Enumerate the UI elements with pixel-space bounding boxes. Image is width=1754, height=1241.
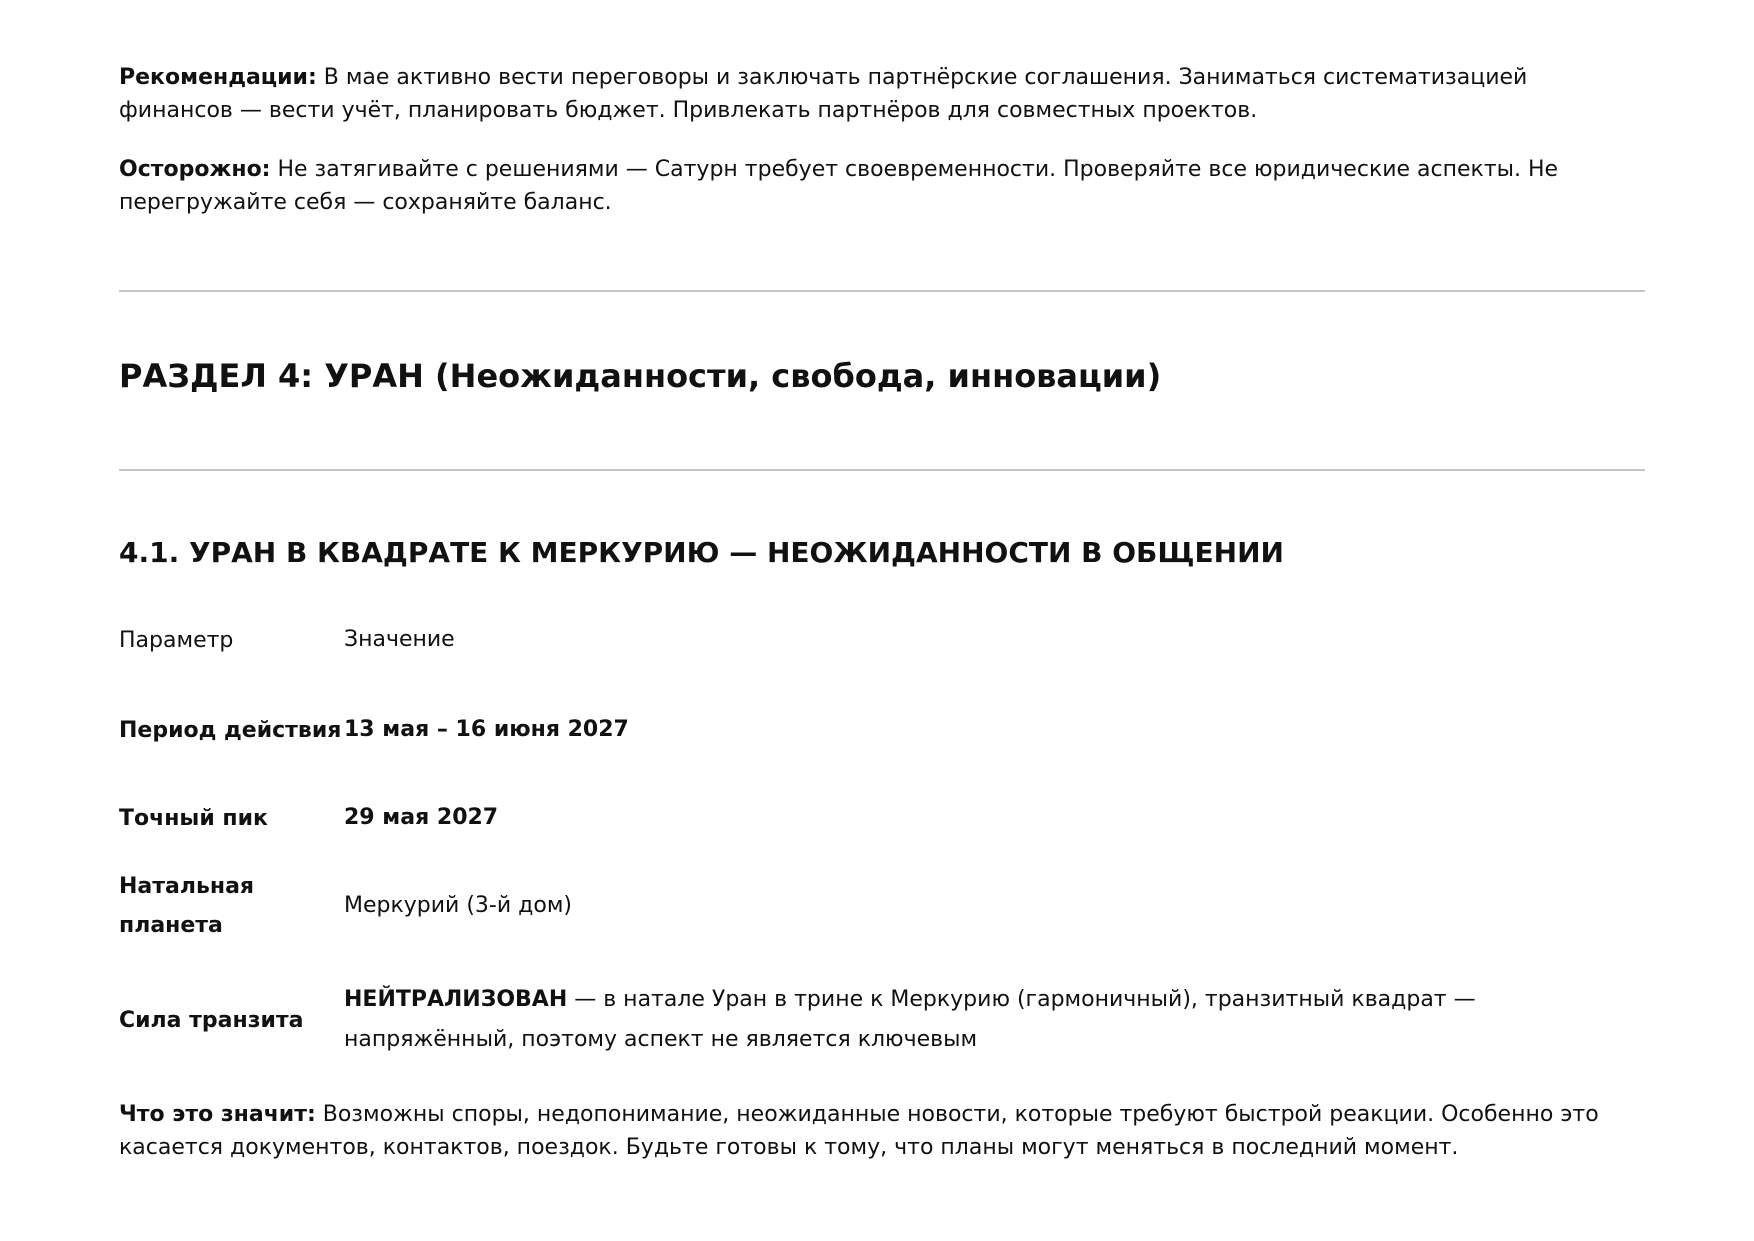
parameters-table (119, 620, 1645, 1066)
recommendations-label: Рекомендации: (119, 65, 317, 90)
row-key-period: Период действия (119, 717, 342, 743)
table-row (119, 796, 1645, 840)
row-value-period: 13 мая – 16 июня 2027 (344, 717, 629, 742)
row-key-peak: Точный пик (119, 805, 268, 831)
header-value: Значение (344, 627, 455, 652)
section-divider-top (119, 290, 1645, 292)
table-row (119, 860, 1645, 952)
caution-label: Осторожно: (119, 157, 271, 182)
header-param: Параметр (119, 627, 234, 653)
row-key-strength: Сила транзита (119, 1007, 304, 1033)
table-row (119, 974, 1645, 1066)
row-key-natal: Натальная планета (119, 874, 255, 938)
section-title: РАЗДЕЛ 4: УРАН (Неожиданности, свобода, инновации) (119, 357, 1162, 395)
meaning-label: Что это значит: (119, 1102, 316, 1127)
subsection-title: 4.1. УРАН В КВАДРАТЕ К МЕРКУРИЮ — НЕОЖИДАННОСТИ В ОБЩЕНИИ (119, 536, 1284, 569)
row-value-natal: Меркурий (3-й дом) (344, 893, 573, 918)
recommendations-text: В мае активно вести переговоры и заключать партнёрские соглашения. Заниматься систематизацией финансов — вести учёт, планировать бюджет. Привлекать партнёров для совместных проектов. (119, 65, 1528, 123)
row-value-peak: 29 мая 2027 (344, 805, 499, 830)
meaning-text: Возможны споры, недопонимание, неожиданные новости, которые требуют быстрой реакции. Особенно это касается документов, контактов, поездок. Будьте готовы к тому, что планы могут меняться в последний момент. (119, 1102, 1599, 1160)
meaning-paragraph (119, 1098, 1645, 1164)
table-row (119, 684, 1645, 776)
recommendations-paragraph (119, 61, 1645, 127)
table-header-row (119, 620, 1645, 660)
caution-paragraph (119, 153, 1645, 219)
section-divider-bottom (119, 469, 1645, 471)
row-value-strength (344, 980, 1645, 1060)
strength-description: — в натале Уран в трине к Меркурию (гармоничный), транзитный квадрат — напряжённый, поэтому аспект не является ключевым (344, 987, 1476, 1052)
caution-text: Не затягивайте с решениями — Сатурн требует своевременности. Проверяйте все юридические аспекты. Не перегружайте себя — сохраняйте баланс. (119, 157, 1559, 215)
strength-status: НЕЙТРАЛИЗОВАН (344, 987, 568, 1012)
